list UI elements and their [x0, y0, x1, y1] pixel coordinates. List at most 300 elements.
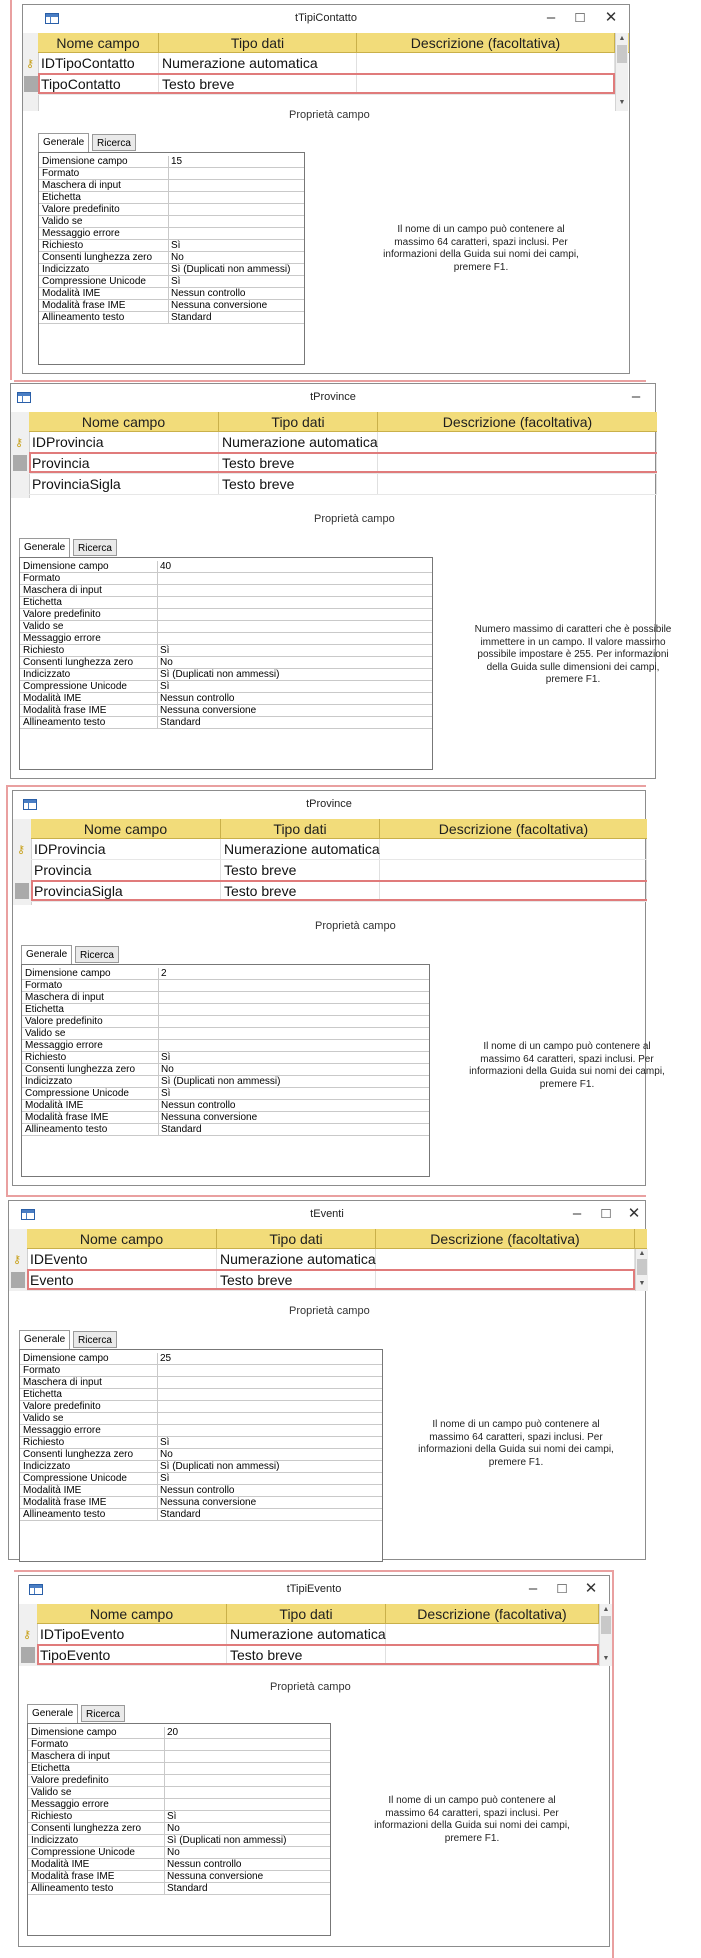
property-value[interactable]: Standard [160, 717, 201, 728]
minimize-button[interactable]: – [572, 1205, 582, 1222]
row-selector-active[interactable] [13, 455, 27, 471]
property-label: Modalità frase IME [23, 705, 107, 716]
property-row[interactable] [28, 1751, 330, 1763]
property-divider [157, 1413, 158, 1424]
property-value[interactable]: Nessuna conversione [160, 705, 257, 716]
help-text-line: Il nome di un campo può contenere al [432, 1419, 600, 1430]
property-row[interactable] [39, 228, 304, 240]
property-value[interactable]: No [161, 1064, 174, 1075]
property-label: Maschera di input [31, 1751, 110, 1762]
property-row[interactable] [20, 1389, 382, 1401]
property-label: Allineamento testo [23, 1509, 106, 1520]
property-value[interactable]: Sì [167, 1811, 177, 1822]
property-row[interactable] [20, 1509, 382, 1521]
property-row[interactable] [20, 669, 432, 681]
primary-key-icon: ⚷ [17, 844, 26, 856]
property-row[interactable] [22, 1004, 429, 1016]
property-value[interactable]: Sì (Duplicati non ammessi) [160, 669, 280, 680]
property-divider [157, 1509, 158, 1520]
scroll-up-arrow[interactable]: ▲ [602, 1606, 610, 1613]
property-row[interactable] [20, 1377, 382, 1389]
scroll-thumb[interactable] [617, 45, 627, 63]
field-name[interactable]: IDEvento [27, 1249, 217, 1269]
property-row[interactable] [20, 1353, 382, 1365]
property-divider [164, 1775, 165, 1786]
table-design-window [10, 383, 672, 779]
property-divider [157, 1485, 158, 1496]
scroll-up-arrow[interactable]: ▲ [618, 35, 626, 42]
property-row[interactable] [28, 1871, 330, 1883]
property-row[interactable] [20, 573, 432, 585]
property-label: Richiesto [31, 1811, 73, 1822]
vertical-scrollbar[interactable] [599, 1604, 612, 1666]
tab-lookup[interactable]: Ricerca [73, 1331, 117, 1348]
scroll-down-arrow[interactable]: ▼ [602, 1655, 610, 1662]
field-properties-label: Proprietà campo [289, 1305, 370, 1317]
property-value[interactable]: Standard [161, 1124, 202, 1135]
property-value[interactable]: Sì [160, 681, 170, 692]
table-design-window [12, 790, 665, 1186]
row-selector-active[interactable] [21, 1647, 35, 1663]
property-tabs [27, 1705, 157, 1723]
property-row[interactable] [28, 1811, 330, 1823]
property-value[interactable]: Sì [160, 645, 170, 656]
property-row[interactable] [20, 1497, 382, 1509]
help-text-line: Il nome di un campo può contenere al [388, 1795, 556, 1806]
help-text-line: informazioni della Guida sui nomi dei campi, [383, 249, 579, 260]
property-divider [157, 1437, 158, 1448]
property-divider [168, 228, 169, 239]
property-value[interactable]: Nessun controllo [160, 1485, 235, 1496]
property-row[interactable] [20, 597, 432, 609]
column-header-description: Descrizione (facoltativa) [376, 1229, 635, 1249]
close-button[interactable]: ✕ [584, 1580, 598, 1597]
help-text-line: massimo 64 caratteri, spazi inclusi. Per [429, 1431, 603, 1443]
help-text-line: Numero massimo di caratteri che è possibile [474, 624, 672, 635]
help-text-line: possibile impostare è 255. Per informazioni [477, 649, 669, 660]
property-value[interactable]: Standard [160, 1509, 201, 1520]
property-row[interactable] [22, 1040, 429, 1052]
column-header-name: Nome campo [29, 412, 219, 432]
property-row[interactable] [39, 156, 304, 168]
column-header-description: Descrizione (facoltativa) [386, 1604, 599, 1624]
vertical-scrollbar[interactable] [615, 33, 628, 111]
property-row[interactable] [39, 252, 304, 264]
property-row[interactable] [22, 1088, 429, 1100]
field-name[interactable]: IDTipoContatto [38, 53, 159, 73]
property-row[interactable] [39, 288, 304, 300]
property-row[interactable] [28, 1727, 330, 1739]
field-row[interactable] [38, 53, 615, 74]
property-divider [168, 288, 169, 299]
property-row[interactable] [20, 1413, 382, 1425]
property-value[interactable]: No [167, 1823, 180, 1834]
property-row[interactable] [39, 216, 304, 228]
property-divider [168, 300, 169, 311]
row-selector-active[interactable] [11, 1272, 25, 1288]
property-value[interactable]: Sì [160, 1437, 170, 1448]
help-text [395, 1419, 637, 1469]
property-row[interactable] [20, 609, 432, 621]
property-row[interactable] [28, 1775, 330, 1787]
property-divider [158, 980, 159, 991]
property-value[interactable]: Standard [167, 1883, 208, 1894]
property-label: Allineamento testo [31, 1883, 114, 1894]
maximize-button[interactable]: □ [575, 9, 585, 26]
table-design-window [18, 1575, 610, 1947]
property-value[interactable]: No [167, 1847, 180, 1858]
property-label: Maschera di input [23, 585, 102, 596]
property-row[interactable] [28, 1739, 330, 1751]
property-divider [158, 1028, 159, 1039]
property-value[interactable]: Nessun controllo [167, 1859, 242, 1870]
property-sheet [21, 964, 430, 1177]
field-type[interactable]: Numerazione automatica [227, 1624, 386, 1644]
property-label: Richiesto [42, 240, 84, 251]
property-row[interactable] [20, 1485, 382, 1497]
field-row[interactable] [29, 432, 657, 453]
property-divider [168, 264, 169, 275]
minimize-button[interactable]: – [631, 388, 641, 405]
title-bar [23, 5, 629, 33]
property-value[interactable]: Nessuna conversione [171, 300, 268, 311]
field-type[interactable]: Numerazione automatica [217, 1249, 376, 1269]
property-row[interactable] [28, 1847, 330, 1859]
property-divider [157, 1353, 158, 1364]
window-title: tEventi [310, 1208, 344, 1220]
property-row[interactable] [22, 992, 429, 1004]
field-name[interactable]: Evento [27, 1270, 217, 1290]
property-label: Formato [31, 1739, 69, 1750]
field-properties-label: Proprietà campo [314, 513, 395, 525]
property-row[interactable] [22, 1112, 429, 1124]
tab-general[interactable]: Generale [19, 538, 70, 557]
field-description[interactable] [378, 432, 657, 452]
field-description[interactable] [357, 53, 615, 73]
property-row[interactable] [39, 264, 304, 276]
field-type[interactable]: Testo breve [159, 74, 357, 94]
help-text-line: Il nome di un campo può contenere al [397, 224, 565, 235]
property-label: Consenti lunghezza zero [31, 1823, 142, 1834]
field-properties-label: Proprietà campo [270, 1681, 351, 1693]
property-row[interactable] [28, 1859, 330, 1871]
property-value[interactable]: Nessuna conversione [167, 1871, 264, 1882]
property-value[interactable]: No [160, 657, 173, 668]
field-description[interactable] [378, 474, 657, 494]
property-value[interactable]: Sì [171, 276, 181, 287]
property-label: Consenti lunghezza zero [23, 657, 134, 668]
field-description[interactable] [376, 1249, 635, 1269]
field-row[interactable] [29, 474, 657, 495]
property-label: Etichetta [42, 192, 81, 203]
property-row[interactable] [39, 240, 304, 252]
property-value[interactable]: Sì [171, 240, 181, 251]
property-row[interactable] [20, 633, 432, 645]
scroll-thumb[interactable] [601, 1616, 611, 1634]
property-row[interactable] [28, 1763, 330, 1775]
property-divider [168, 276, 169, 287]
field-name[interactable]: IDProvincia [29, 432, 219, 452]
property-label: Allineamento testo [25, 1124, 108, 1135]
help-text-line: premere F1. [444, 1832, 500, 1844]
title-bar [11, 384, 655, 412]
property-row[interactable] [39, 192, 304, 204]
table-design-window [22, 4, 630, 374]
field-type[interactable]: Testo breve [219, 453, 378, 473]
field-name[interactable]: TipoContatto [38, 74, 159, 94]
field-type[interactable]: Numerazione automatica [219, 432, 378, 452]
property-label: Formato [23, 1365, 61, 1376]
tab-lookup[interactable]: Ricerca [81, 1705, 125, 1722]
property-value[interactable]: Nessuna conversione [161, 1112, 258, 1123]
property-row[interactable] [39, 312, 304, 324]
row-selector-active[interactable] [15, 883, 29, 899]
property-label: Dimensione campo [25, 968, 111, 979]
property-divider [157, 717, 158, 728]
property-divider [164, 1859, 165, 1870]
property-sheet [38, 152, 305, 365]
property-divider [164, 1811, 165, 1822]
property-row[interactable] [20, 1461, 382, 1473]
property-divider [157, 669, 158, 680]
property-row[interactable] [22, 1064, 429, 1076]
property-row[interactable] [28, 1823, 330, 1835]
property-label: Modalità IME [42, 288, 101, 299]
tab-general[interactable]: Generale [21, 945, 72, 964]
window-title: tTipiEvento [286, 1583, 342, 1595]
property-label: Valido se [23, 1413, 64, 1424]
property-row[interactable] [20, 1473, 382, 1485]
property-divider [157, 693, 158, 704]
property-label: Valido se [42, 216, 83, 227]
property-value[interactable]: Nessun controllo [171, 288, 246, 299]
help-text-line: immettere in un campo. Il valore massimo [480, 636, 666, 648]
property-label: Modalità IME [25, 1100, 84, 1111]
maximize-button[interactable]: □ [601, 1205, 611, 1222]
property-row[interactable] [20, 1437, 382, 1449]
property-row[interactable] [20, 621, 432, 633]
tab-general[interactable]: Generale [38, 133, 89, 152]
property-sheet [19, 557, 433, 770]
property-row[interactable] [22, 1076, 429, 1088]
property-row[interactable] [22, 980, 429, 992]
column-header-type: Tipo dati [221, 819, 380, 839]
property-row[interactable] [20, 705, 432, 717]
field-name[interactable]: ProvinciaSigla [29, 474, 219, 494]
property-row[interactable] [20, 681, 432, 693]
property-row[interactable] [22, 1100, 429, 1112]
property-label: Modalità frase IME [25, 1112, 109, 1123]
property-divider [168, 240, 169, 251]
property-label: Modalità IME [23, 1485, 82, 1496]
primary-key-icon: ⚷ [13, 1254, 22, 1266]
property-row[interactable] [20, 657, 432, 669]
property-value[interactable]: Sì (Duplicati non ammessi) [171, 264, 291, 275]
property-row[interactable] [20, 717, 432, 729]
property-divider [157, 597, 158, 608]
property-value[interactable]: Sì [161, 1088, 171, 1099]
field-name[interactable]: ProvinciaSigla [31, 881, 221, 901]
property-divider [157, 705, 158, 716]
scroll-up-arrow[interactable]: ▲ [638, 1250, 646, 1257]
scroll-down-arrow[interactable]: ▼ [638, 1280, 646, 1287]
tab-lookup[interactable]: Ricerca [92, 134, 136, 151]
title-bar [9, 1201, 645, 1229]
row-selector-active[interactable] [24, 76, 38, 92]
field-name[interactable]: TipoEvento [37, 1645, 227, 1665]
help-text-line: premere F1. [545, 674, 601, 685]
help-text [345, 224, 617, 274]
field-name[interactable]: Provincia [31, 860, 221, 880]
scroll-down-arrow[interactable]: ▼ [618, 99, 626, 106]
field-type[interactable]: Testo breve [219, 474, 378, 494]
property-value[interactable]: 25 [160, 1353, 172, 1364]
property-row[interactable] [39, 180, 304, 192]
field-grid [13, 819, 645, 905]
tab-lookup[interactable]: Ricerca [75, 946, 119, 963]
property-label: Valido se [23, 621, 64, 632]
property-value[interactable]: Nessun controllo [161, 1100, 236, 1111]
help-text-line: premere F1. [488, 1456, 544, 1468]
property-row[interactable] [22, 1028, 429, 1040]
minimize-button[interactable]: – [528, 1580, 538, 1597]
property-divider [164, 1883, 165, 1894]
field-type[interactable]: Testo breve [221, 860, 380, 880]
field-grid [23, 33, 629, 111]
property-value[interactable]: Nessun controllo [160, 693, 235, 704]
property-row[interactable] [28, 1883, 330, 1895]
property-row[interactable] [39, 300, 304, 312]
property-value[interactable]: Sì (Duplicati non ammessi) [161, 1076, 281, 1087]
property-value[interactable]: Standard [171, 312, 212, 323]
property-value[interactable]: No [171, 252, 184, 263]
property-value[interactable]: 15 [171, 156, 183, 167]
property-divider [158, 1052, 159, 1063]
property-label: Formato [42, 168, 80, 179]
property-divider [158, 1016, 159, 1027]
maximize-button[interactable]: □ [557, 1580, 567, 1597]
help-text-line: massimo 64 caratteri, spazi inclusi. Per [385, 1807, 559, 1819]
property-row[interactable] [28, 1787, 330, 1799]
property-divider [158, 1100, 159, 1111]
property-tabs [19, 1331, 149, 1349]
selected-row-highlight [31, 880, 647, 901]
property-row[interactable] [22, 968, 429, 980]
property-divider [157, 573, 158, 584]
field-type[interactable]: Numerazione automatica [221, 839, 380, 859]
property-value[interactable]: Sì (Duplicati non ammessi) [167, 1835, 287, 1846]
property-row[interactable] [22, 1052, 429, 1064]
property-row[interactable] [22, 1016, 429, 1028]
property-row[interactable] [20, 585, 432, 597]
property-row[interactable] [28, 1835, 330, 1847]
property-row[interactable] [22, 1124, 429, 1136]
property-divider [164, 1763, 165, 1774]
field-name[interactable]: IDTipoEvento [37, 1624, 227, 1644]
vertical-scrollbar[interactable] [635, 1249, 648, 1291]
field-row[interactable] [31, 839, 647, 860]
property-label: Compressione Unicode [25, 1088, 129, 1099]
tab-general[interactable]: Generale [27, 1704, 78, 1723]
property-label: Compressione Unicode [42, 276, 146, 287]
field-type[interactable]: Testo breve [227, 1645, 386, 1665]
property-divider [168, 168, 169, 179]
property-row[interactable] [39, 204, 304, 216]
column-header-name: Nome campo [37, 1604, 227, 1624]
property-row[interactable] [20, 1425, 382, 1437]
property-label: Valore predefinito [23, 1401, 101, 1412]
property-value[interactable]: 20 [167, 1727, 179, 1738]
field-name[interactable]: Provincia [29, 453, 219, 473]
field-type[interactable]: Testo breve [217, 1270, 376, 1290]
property-row[interactable] [39, 168, 304, 180]
minimize-button[interactable]: – [546, 9, 556, 26]
property-value[interactable]: Sì [161, 1052, 171, 1063]
property-divider [164, 1751, 165, 1762]
property-divider [157, 609, 158, 620]
property-divider [168, 216, 169, 227]
property-value[interactable]: 2 [161, 968, 167, 979]
field-description[interactable] [386, 1624, 599, 1644]
property-divider [168, 192, 169, 203]
property-divider [157, 1449, 158, 1460]
property-row[interactable] [20, 1365, 382, 1377]
field-description[interactable] [380, 839, 647, 859]
help-text-line: massimo 64 caratteri, spazi inclusi. Per [394, 236, 568, 248]
tab-lookup[interactable]: Ricerca [73, 539, 117, 556]
property-label: Valido se [25, 1028, 66, 1039]
property-row[interactable] [20, 1449, 382, 1461]
field-type[interactable]: Testo breve [221, 881, 380, 901]
property-divider [158, 1124, 159, 1135]
property-divider [157, 1377, 158, 1388]
property-value[interactable]: 40 [160, 561, 172, 572]
field-description[interactable] [380, 860, 647, 880]
property-divider [164, 1787, 165, 1798]
help-text-line: informazioni della Guida sui nomi dei campi, [374, 1820, 570, 1831]
property-divider [164, 1871, 165, 1882]
scroll-thumb[interactable] [637, 1259, 647, 1275]
field-row[interactable] [37, 1624, 599, 1645]
property-divider [157, 1497, 158, 1508]
property-row[interactable] [20, 645, 432, 657]
property-tabs [19, 539, 149, 557]
property-value[interactable]: Sì [160, 1473, 170, 1484]
field-row[interactable] [31, 860, 647, 881]
property-row[interactable] [20, 693, 432, 705]
property-value[interactable]: Nessuna conversione [160, 1497, 257, 1508]
close-button[interactable]: ✕ [627, 1205, 641, 1222]
property-label: Messaggio errore [23, 1425, 101, 1436]
property-row[interactable] [39, 276, 304, 288]
field-type[interactable]: Numerazione automatica [159, 53, 357, 73]
property-divider [164, 1799, 165, 1810]
close-button[interactable]: ✕ [604, 9, 618, 26]
property-label: Consenti lunghezza zero [42, 252, 153, 263]
tab-general[interactable]: Generale [19, 1330, 70, 1349]
field-row[interactable] [27, 1249, 635, 1270]
property-sheet [27, 1723, 331, 1936]
column-header-type: Tipo dati [227, 1604, 386, 1624]
property-row[interactable] [20, 561, 432, 573]
property-value[interactable]: Sì (Duplicati non ammessi) [160, 1461, 280, 1472]
field-name[interactable]: IDProvincia [31, 839, 221, 859]
property-label: Formato [25, 980, 63, 991]
property-divider [157, 561, 158, 572]
property-row[interactable] [28, 1799, 330, 1811]
property-row[interactable] [20, 1401, 382, 1413]
property-value[interactable]: No [160, 1449, 173, 1460]
